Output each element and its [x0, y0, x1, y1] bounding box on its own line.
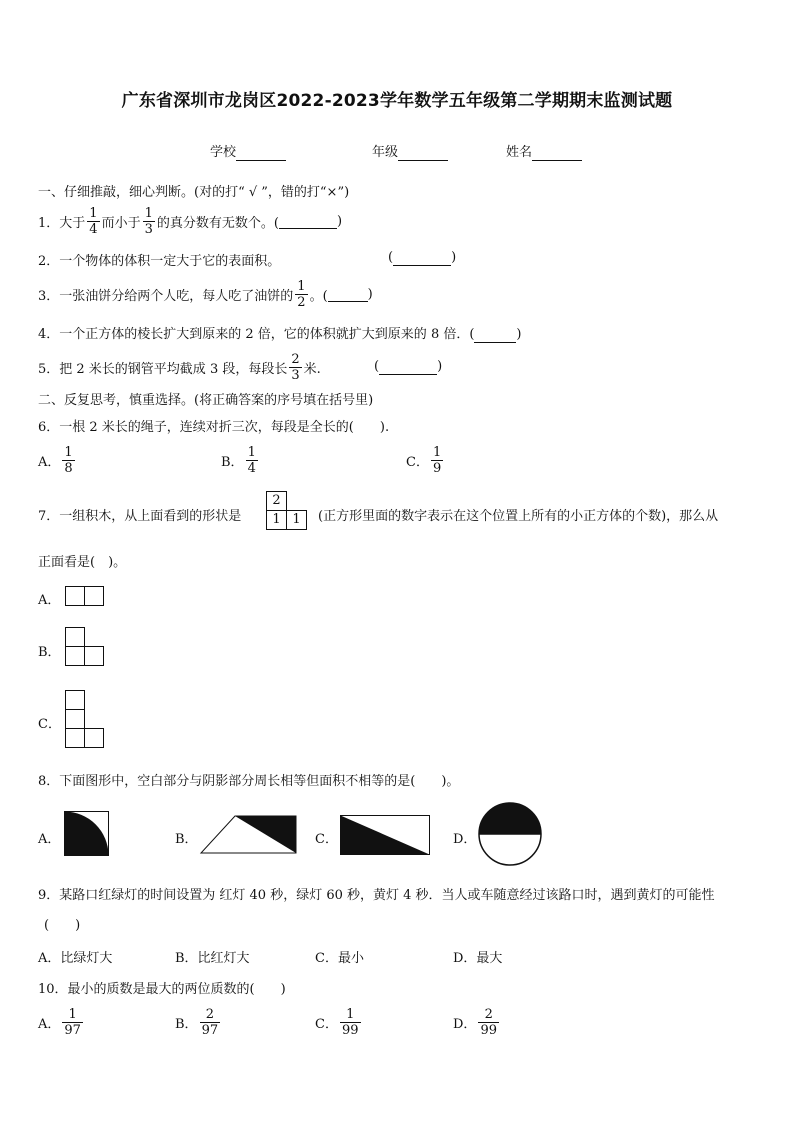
- fraction: $\frac{1}{2}$: [297, 278, 306, 310]
- q8-option-a-figure: [64, 811, 110, 859]
- option-label: B．: [221, 454, 244, 470]
- question-3: [38, 275, 373, 313]
- q7-option-c-figure: [65, 690, 105, 750]
- q5-text-a: 5．把 2 米长的钢管平均截成 3 段，每段长: [38, 361, 288, 377]
- option-label: C．: [315, 1016, 338, 1032]
- q1-text-a: 1．大于: [38, 215, 86, 231]
- q9-option-a[interactable]: A．比绿灯大: [38, 951, 113, 966]
- q4-text: 4．一个正方体的棱长扩大到原来的 2 倍，它的体积就扩大到原来的 8 倍．(: [38, 327, 475, 342]
- school-field: [210, 141, 286, 161]
- question-7-text-c: 正面看是( )。: [38, 555, 127, 570]
- fraction: $\frac{1}{3}$: [144, 205, 153, 237]
- answer-blank-5[interactable]: [379, 359, 437, 375]
- q8-option-c-figure: [340, 815, 432, 857]
- q3-text-a: 3．一张油饼分给两个人吃，每人吃了油饼的: [38, 288, 294, 304]
- question-10: 10．最小的质数是最大的两位质数的( ): [38, 982, 286, 997]
- answer-blank-4[interactable]: [474, 327, 516, 343]
- q7-option-a-label[interactable]: A．: [38, 593, 61, 608]
- name-label: 姓名: [506, 145, 533, 160]
- option-label: C．: [406, 454, 429, 470]
- section-2-heading: 二、反复思考，慎重选择。(将正确答案的序号填在括号里): [38, 393, 374, 408]
- fraction: $\frac{1}{9}$: [432, 444, 442, 476]
- q2-text: 2．一个物体的体积一定大于它的表面积。: [38, 254, 281, 269]
- q10-option-c[interactable]: [315, 1003, 363, 1041]
- fraction: $\frac{1}{8}$: [64, 444, 73, 476]
- school-label: 学校: [210, 145, 237, 160]
- q6-option-c[interactable]: [406, 441, 445, 479]
- section-1-heading: 一、仔细推敲，细心判断。(对的打“ √ ”，错的打“×”): [38, 185, 350, 200]
- question-7-text-a: 7．一组积木，从上面看到的形状是: [38, 509, 242, 524]
- question-4: [38, 323, 522, 343]
- grade-field: [372, 141, 448, 161]
- q7-option-b-label[interactable]: B．: [38, 645, 61, 660]
- page-title: 广东省深圳市龙岗区2022-2023学年数学五年级第二学期期末监测试题: [121, 91, 673, 111]
- grade-label: 年级: [372, 145, 399, 160]
- fraction: $\frac{1}{4}$: [247, 444, 256, 476]
- q9-option-d[interactable]: D．最大: [453, 951, 503, 966]
- question-9: 9．某路口红绿灯的时间设置为 红灯 40 秒，绿灯 60 秒，黄灯 4 秒．当人或车随意经过该路口时，遇到黄灯的可能性: [38, 888, 715, 903]
- q7-option-c-label[interactable]: C．: [38, 717, 61, 732]
- question-1: [38, 202, 342, 240]
- q9-answer-paren[interactable]: ( ): [44, 918, 81, 933]
- answer-blank-1[interactable]: [279, 213, 337, 229]
- q7-option-a-figure: [65, 586, 105, 608]
- q8-option-a-label[interactable]: A．: [38, 832, 61, 847]
- question-7-text-b: (正方形里面的数字表示在这个位置上所有的小正方体的个数)，那么从: [318, 509, 719, 524]
- q5-open: (: [374, 359, 380, 374]
- q8-option-b-figure: [200, 815, 300, 855]
- fraction: $\frac{1}{99}$: [341, 1006, 359, 1038]
- question-6: 6．一根 2 米长的绳子，连续对折三次，每段是全长的( ).: [38, 420, 390, 435]
- option-label: D．: [453, 1016, 477, 1032]
- grid-cell-top: 2: [266, 491, 287, 511]
- q6-option-b[interactable]: [221, 441, 260, 479]
- answer-area-5: [374, 359, 442, 375]
- q7-option-b-figure: [65, 627, 105, 667]
- answer-blank-3[interactable]: [328, 286, 368, 302]
- name-field: [506, 141, 582, 161]
- q8-option-d-figure: [478, 802, 544, 868]
- question-2: [38, 250, 280, 269]
- fraction: $\frac{1}{97}$: [64, 1006, 81, 1038]
- q1-text-c: 的真分数有无数个。(: [156, 215, 279, 231]
- q1-text-b: 而小于: [101, 215, 141, 231]
- q8-option-d-label[interactable]: D．: [453, 832, 477, 847]
- q4-close: ): [516, 327, 522, 342]
- q8-option-b-label[interactable]: B．: [175, 832, 198, 847]
- grade-blank[interactable]: [398, 145, 448, 161]
- school-blank[interactable]: [236, 145, 286, 161]
- q2-open: (: [388, 250, 394, 265]
- answer-blank-2[interactable]: [393, 250, 451, 266]
- q8-option-c-label[interactable]: C．: [315, 832, 338, 847]
- q10-option-a[interactable]: [38, 1003, 85, 1041]
- q6-option-a[interactable]: [38, 441, 77, 479]
- q3-text-b: 。(: [309, 288, 328, 304]
- question-5: [38, 348, 321, 386]
- q10-option-b[interactable]: [175, 1003, 222, 1041]
- question-8: 8．下面图形中，空白部分与阴影部分周长相等但面积不相等的是( )。: [38, 774, 460, 789]
- fraction: $\frac{1}{4}$: [89, 205, 98, 237]
- fraction: $\frac{2}{97}$: [201, 1006, 219, 1038]
- q1-close: ): [336, 213, 343, 229]
- q10-option-d[interactable]: [453, 1003, 501, 1041]
- q2-close: ): [451, 250, 457, 265]
- q9-option-c[interactable]: C．最小: [315, 951, 364, 966]
- fraction: $\frac{2}{99}$: [480, 1006, 497, 1038]
- q5-close: ): [437, 359, 443, 374]
- option-label: A．: [38, 454, 61, 470]
- answer-area-2: [388, 250, 456, 266]
- fraction: $\frac{2}{3}$: [291, 351, 300, 383]
- q5-text-b: 米.: [303, 361, 321, 377]
- option-label: B．: [175, 1016, 198, 1032]
- q9-option-b[interactable]: B．比红灯大: [175, 951, 250, 966]
- grid-cell-bottom-left: 1: [266, 510, 287, 530]
- top-view-grid: [266, 491, 306, 529]
- option-label: A．: [38, 1016, 61, 1032]
- grid-cell-bottom-right: 1: [286, 510, 307, 530]
- q3-close: ): [367, 286, 373, 302]
- name-blank[interactable]: [532, 145, 582, 161]
